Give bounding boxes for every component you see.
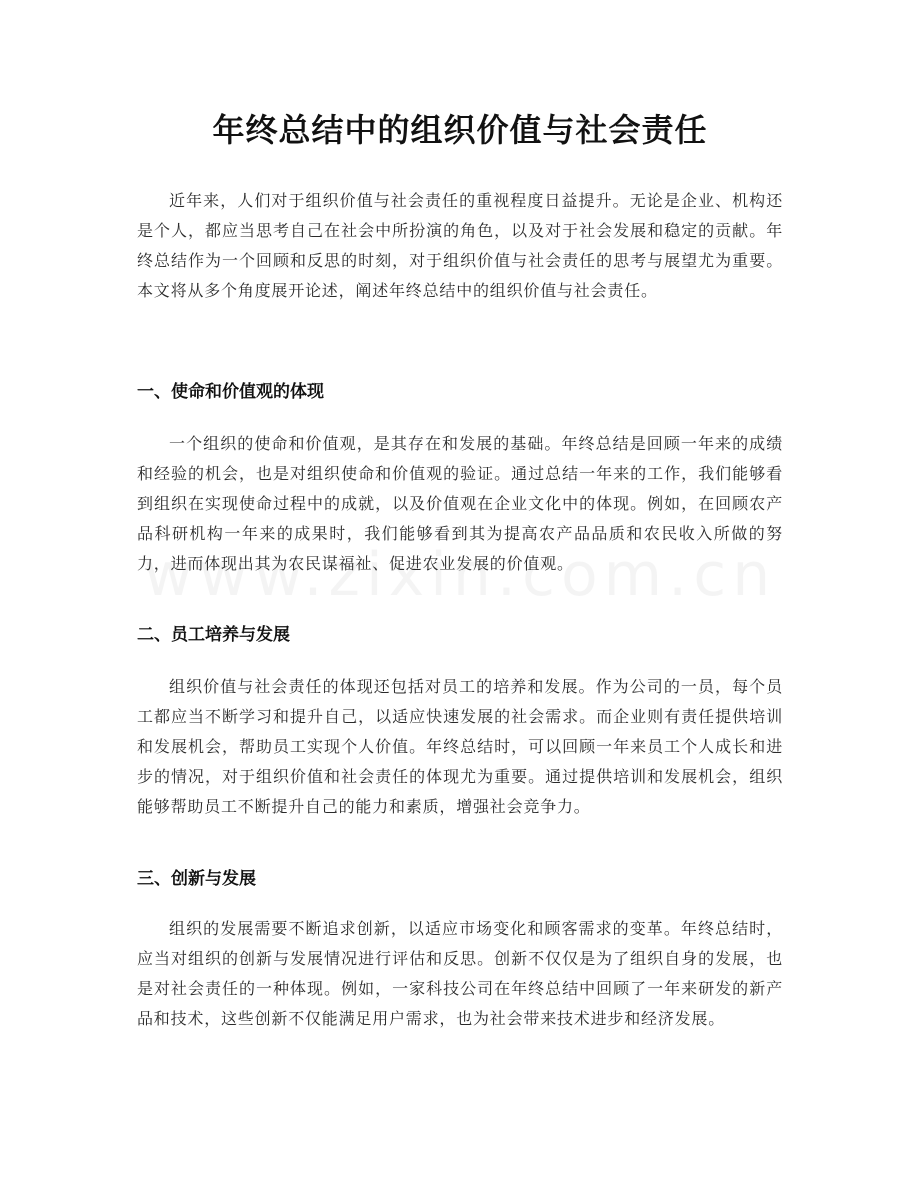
section-body-2: 组织价值与社会责任的体现还包括对员工的培养和发展。作为公司的一员，每个员工都应当不断学习和提升自己，以适应快速发展的社会需求。而企业则有责任提供培训和发展机会，帮助员工实现个人价值。年终总结时，可以回顾一年来员工个人成长和进步的情况，对于组织价值和社会责任的体现尤为重要。通过提供培训和发展机会，组织能够帮助员工不断提升自己的能力和素质，增强社会竞争力。 [137, 677, 783, 816]
document-title: 年终总结中的组织价值与社会责任 [212, 111, 708, 149]
intro-paragraph: 近年来，人们对于组织价值与社会责任的重视程度日益提升。无论是企业、机构还是个人，都应当思考自己在社会中所扮演的角色，以及对于社会发展和稳定的贡献。年终总结作为一个回顾和反思的时刻，对于组织价值与社会责任的思考与展望尤为重要。本文将从多个角度展开论述，阐述年终总结中的组织价值与社会责任。 [137, 191, 783, 300]
section-body-1: 一个组织的使命和价值观，是其存在和发展的基础。年终总结是回顾一年来的成绩和经验的机会，也是对组织使命和价值观的验证。通过总结一年来的工作，我们能够看到组织在实现使命过程中的成就，以及价值观在企业文化中的体现。例如，在回顾农产品科研机构一年来的成果时，我们能够看到其为提高农产品品质和农民收入所做的努力，进而体现出其为农民谋福祉、促进农业发展的价值观。 [137, 434, 783, 573]
section-heading-1: 一、使命和价值观的体现 [137, 382, 324, 402]
section-heading-2: 二、员工培养与发展 [137, 625, 290, 645]
section-heading-3: 三、创新与发展 [137, 869, 256, 889]
section-body-3: 组织的发展需要不断追求创新，以适应市场变化和顾客需求的变革。年终总结时，应当对组织的创新与发展情况进行评估和反思。创新不仅仅是为了组织自身的发展，也是对社会责任的一种体现。例如，一家科技公司在年终总结中回顾了一年来研发的新产品和技术，这些创新不仅能满足用户需求，也为社会带来技术进步和经济发展。 [137, 919, 783, 1028]
